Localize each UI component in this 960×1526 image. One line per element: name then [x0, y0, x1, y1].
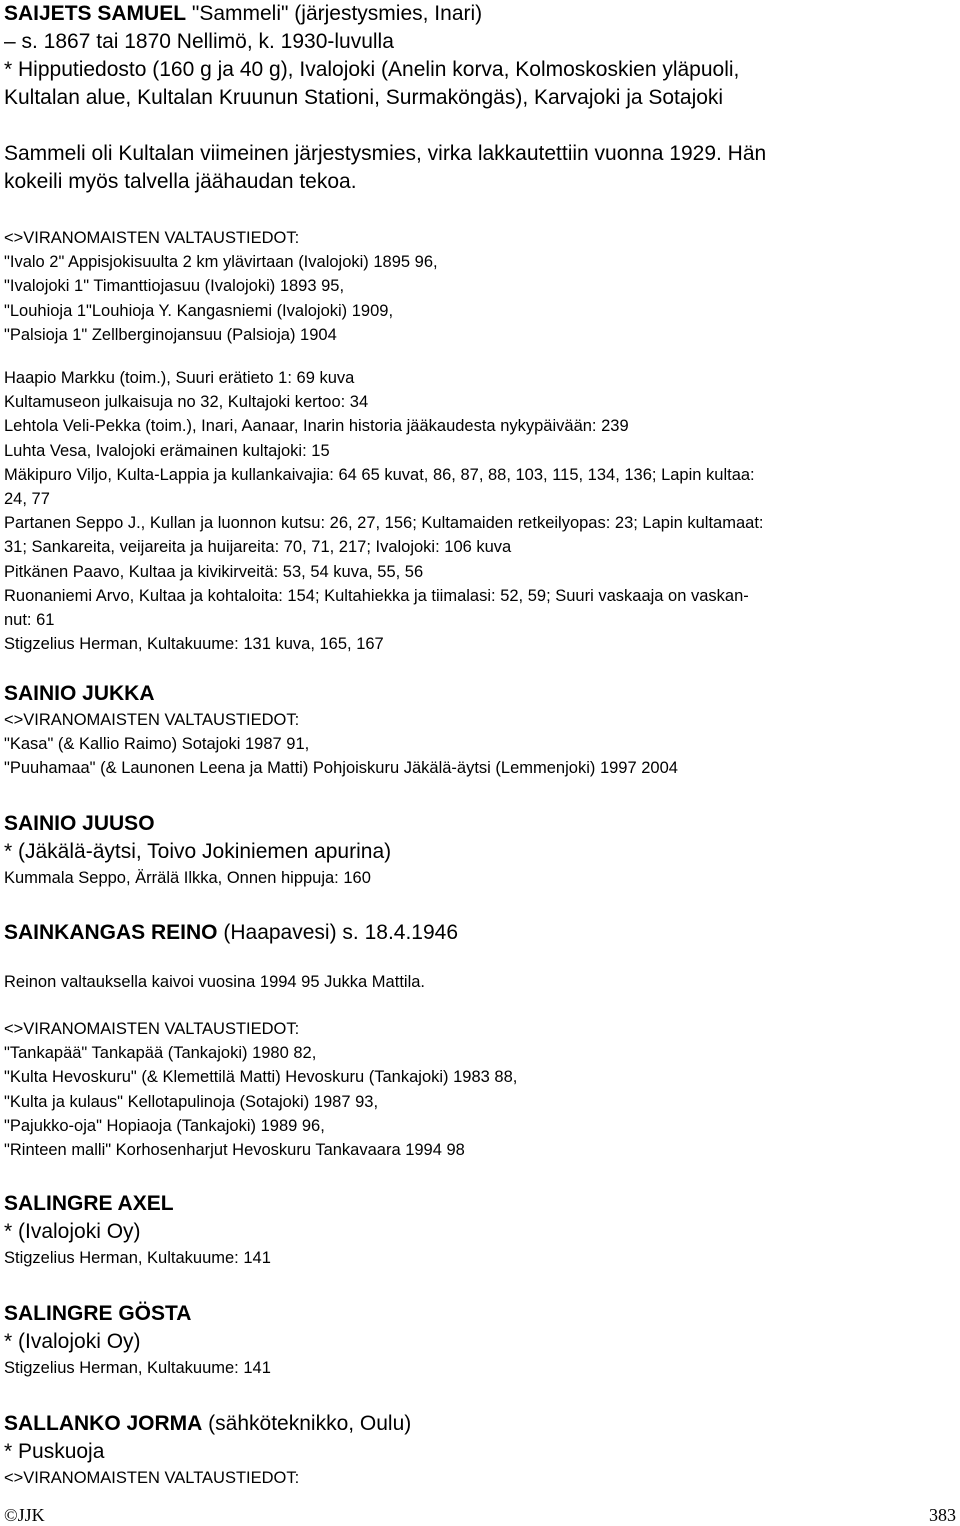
claim-line: "Kulta Hevoskuru" (& Klemettilä Matti) Hevoskuru (Tankajoki) 1983 88, — [4, 1068, 518, 1087]
entry-sainkangas-reino — [4, 919, 956, 947]
reference-line: Partanen Seppo J., Kullan ja luonnon kutsu: 26, 27, 156; Kultamaiden retkeilyopas: 23; Lapin kultamaat: — [4, 514, 764, 533]
authority-claims — [4, 1017, 956, 1162]
note-line: kokeili myös talvella jäähaudan tekoa. — [4, 170, 357, 193]
reference-line: Stigzelius Herman, Kultakuume: 131 kuva, 165, 167 — [4, 635, 384, 654]
authority-header: <>VIRANOMAISTEN VALTAUSTIEDOT: — [4, 1020, 300, 1038]
page-number: 383 — [929, 1505, 956, 1525]
entry-line: – s. 1867 tai 1870 Nellimö, k. 1930-luvulla — [4, 30, 394, 53]
person-name: SAINIO JUUSO — [4, 812, 155, 835]
reference-line: Kummala Seppo, Ärrälä Ilkka, Onnen hippuja: 160 — [4, 869, 371, 887]
reference-line: Pitkänen Paavo, Kultaa ja kivikirveitä: 53, 54 kuva, 55, 56 — [4, 562, 424, 581]
reference-line: Mäkipuro Viljo, Kulta-Lappia ja kullankaivajia: 64 65 kuvat, 86, 87, 88, 103, 115, 134, 136; Lapin kultaa: — [4, 465, 755, 484]
person-name: SALINGRE AXEL — [4, 1192, 174, 1215]
entry-heading — [4, 1410, 956, 1438]
entry-line: * (Ivalojoki Oy) — [4, 1220, 141, 1243]
person-name: SAINKANGAS REINO — [4, 921, 218, 944]
claim-line: "Pajukko-oja" Hopiaoja (Tankajoki) 1989 96, — [4, 1116, 325, 1135]
claim-line: "Ivalojoki 1" Timanttiojasuu (Ivalojoki) 1893 95, — [4, 277, 345, 296]
person-name: SALLANKO JORMA — [4, 1412, 203, 1435]
reference-line: 31; Sankareita, veijareita ja huijareita: 70, 71, 217; Ivalojoki: 106 kuva — [4, 538, 512, 557]
reference-line: Lehtola Veli-Pekka (toim.), Inari, Aanaar, Inarin historia jääkaudesta nykypäivään: 239 — [4, 417, 629, 436]
claim-line: "Louhioja 1"Louhioja Y. Kangasniemi (Ivalojoki) 1909, — [4, 301, 394, 320]
entry-sainio-juuso — [4, 810, 956, 890]
person-details: (sähköteknikko, Oulu) — [202, 1412, 412, 1435]
authority-header: <>VIRANOMAISTEN VALTAUSTIEDOT: — [4, 229, 300, 247]
reference-line: 24, 77 — [4, 490, 50, 509]
authority-header: <>VIRANOMAISTEN VALTAUSTIEDOT: — [4, 1469, 300, 1487]
person-details: (Haapavesi) s. 18.4.1946 — [217, 921, 459, 944]
entry-line: * (Jäkälä-äytsi, Toivo Jokiniemen apurina) — [4, 840, 392, 863]
person-name: SAINIO JUKKA — [4, 682, 155, 705]
references — [4, 366, 956, 656]
entry-line: * Puskuoja — [4, 1440, 105, 1463]
person-name: SALINGRE GÖSTA — [4, 1302, 192, 1325]
reference-line: Kultamuseon julkaisuja no 32, Kultajoki kertoo: 34 — [4, 393, 369, 412]
reference-line: Ruonaniemi Arvo, Kultaa ja kohtaloita: 154; Kultahiekka ja tiimalasi: 52, 59; Suuri vaskaaja on vaskan- — [4, 586, 749, 605]
copyright-footer: ©JJK — [4, 1505, 45, 1525]
reference-line: Stigzelius Herman, Kultakuume: 141 — [4, 1249, 271, 1267]
entry-sallanko-jorma — [4, 1410, 956, 1490]
entry-line: * (Ivalojoki Oy) — [4, 1330, 141, 1353]
reference-line: Haapio Markku (toim.), Suuri erätieto 1: 69 kuva — [4, 369, 355, 387]
reference-line: Luhta Vesa, Ivalojoki erämainen kultajoki: 15 — [4, 441, 330, 460]
authority-claims — [4, 226, 956, 347]
entry-heading — [4, 0, 956, 28]
person-name: SAIJETS SAMUEL — [4, 2, 187, 25]
entry-sainio-jukka — [4, 680, 956, 708]
claim-line: "Kulta ja kulaus" Kellotapulinoja (Sotajoki) 1987 93, — [4, 1092, 379, 1111]
authority-header: <>VIRANOMAISTEN VALTAUSTIEDOT: — [4, 711, 300, 729]
entry-salingre-axel — [4, 1190, 956, 1270]
person-details: "Sammeli" (järjestysmies, Inari) — [186, 2, 483, 25]
claim-line: "Palsioja 1" Zellberginojansuu (Palsioja) 1904 — [4, 325, 337, 344]
authority-claims — [4, 708, 956, 781]
note-line: Reinon valtauksella kaivoi vuosina 1994 95 Jukka Mattila. — [4, 973, 425, 991]
reference-line: nut: 61 — [4, 611, 55, 630]
claim-line: "Ivalo 2" Appisjokisuulta 2 km ylävirtaan (Ivalojoki) 1895 96, — [4, 253, 438, 272]
claim-line: "Rinteen malli" Korhosenharjut Hevoskuru Tankavaara 1994 98 — [4, 1141, 465, 1160]
claim-line: "Puuhamaa" (& Launonen Leena ja Matti) Pohjoiskuru Jäkälä-äytsi (Lemmenjoki) 1997 2004 — [4, 759, 678, 778]
entry-line: * Hipputiedosto (160 g ja 40 g), Ivalojoki (Anelin korva, Kolmoskoskien yläpuoli, — [4, 58, 740, 81]
entry-note — [4, 970, 956, 994]
claim-line: "Tankapää" Tankapää (Tankajoki) 1980 82, — [4, 1044, 317, 1063]
claim-line: "Kasa" (& Kallio Raimo) Sotajoki 1987 91, — [4, 735, 310, 754]
note-line: Sammeli oli Kultalan viimeinen järjestysmies, virka lakkautettiin vuonna 1929. Hän — [4, 142, 767, 165]
reference-line: Stigzelius Herman, Kultakuume: 141 — [4, 1359, 271, 1377]
entry-salingre-gosta — [4, 1300, 956, 1380]
entry-heading — [4, 919, 956, 947]
entry-note — [4, 140, 956, 196]
entry-line: Kultalan alue, Kultalan Kruunun Stationi, Surmaköngäs), Karvajoki ja Sotajoki — [4, 86, 724, 109]
entry-saijets-samuel — [4, 0, 956, 112]
